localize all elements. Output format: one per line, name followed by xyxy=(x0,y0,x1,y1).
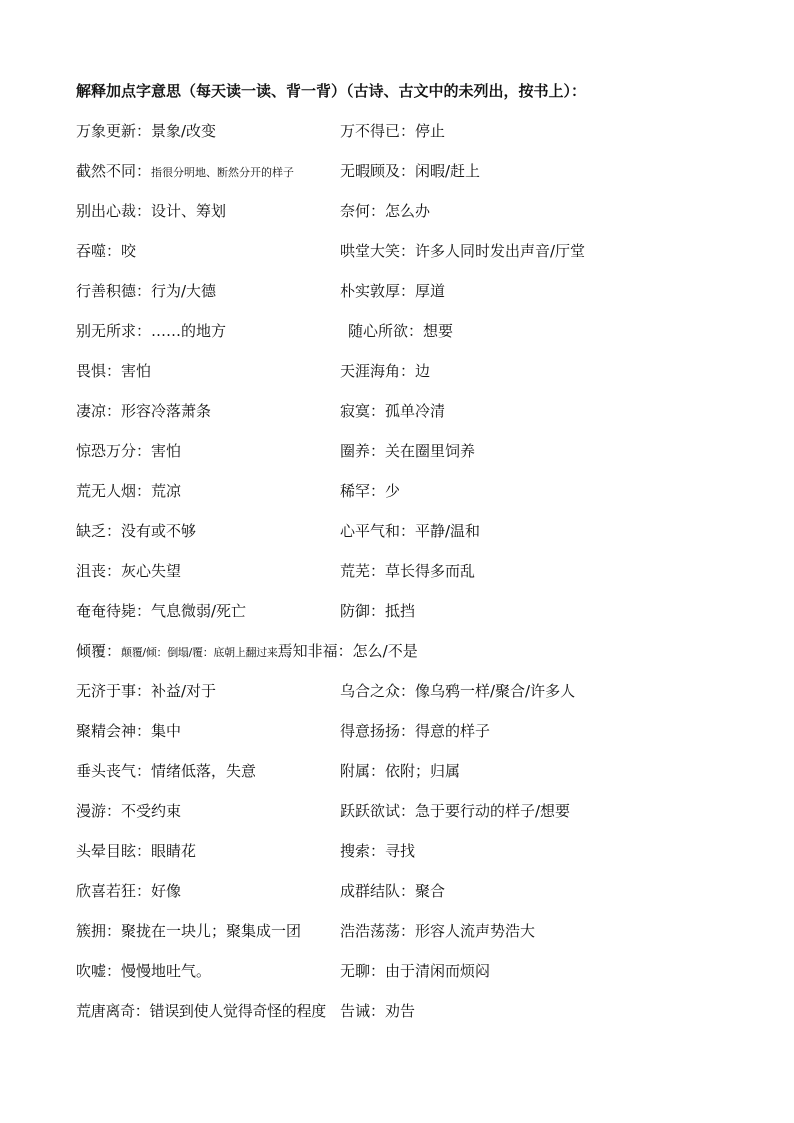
vocab-entry-right: 朴实敦厚：厚道 xyxy=(340,282,446,300)
vocab-row xyxy=(76,960,776,1000)
vocab-entry-right: 奈何：怎么办 xyxy=(340,202,431,220)
vocab-entry-left: 头晕目眩：眼睛花 xyxy=(76,842,197,860)
vocab-row xyxy=(76,680,776,720)
vocab-row xyxy=(76,360,776,400)
vocab-entry-right: 浩浩荡荡：形容人流声势浩大 xyxy=(340,922,536,940)
vocab-entry-left: 奄奄待毙：气息微弱/死亡 xyxy=(76,602,247,620)
vocab-entry-left: 畏惧：害怕 xyxy=(76,362,152,380)
vocab-entry-right: 乌合之众：像乌鸦一样/聚合/许多人 xyxy=(340,682,576,700)
vocab-entry-left: 垂头丧气：情绪低落，失意 xyxy=(76,762,257,780)
vocab-entry-left: 荒唐离奇：错误到使人觉得奇怪的程度 xyxy=(76,1002,326,1020)
vocab-entry-right: 心平气和：平静/温和 xyxy=(340,522,481,540)
vocab-entry-right: 万不得已：停止 xyxy=(340,122,446,140)
vocab-entry-right: 荒芜：草长得多而乱 xyxy=(340,562,476,580)
vocab-entry-left: 荒无人烟：荒凉 xyxy=(76,482,182,500)
vocab-entry-left: 欣喜若狂：好像 xyxy=(76,882,182,900)
page-heading: 解释加点字意思（每天读一读、背一背）（古诗、古文中的未列出，按书上）： xyxy=(76,82,587,100)
vocab-entry-right: 防御：抵挡 xyxy=(340,602,416,620)
vocab-entry-left: 吞噬：咬 xyxy=(76,242,137,260)
vocab-entry-left: 惊恐万分：害怕 xyxy=(76,442,182,460)
vocab-row xyxy=(76,800,776,840)
vocab-row xyxy=(76,120,776,160)
vocab-entry-right: 寂寞：孤单冷清 xyxy=(340,402,446,420)
vocab-entry-left: 万象更新：景象/改变 xyxy=(76,122,217,140)
vocab-entry-left: 别出心裁：设计、筹划 xyxy=(76,202,227,220)
vocab-row xyxy=(76,560,776,600)
vocab-row xyxy=(76,320,776,360)
vocab-row xyxy=(76,600,776,640)
vocab-row xyxy=(76,720,776,760)
vocab-entry-left: 簇拥：聚拢在一块儿；聚集成一团 xyxy=(76,922,302,940)
vocab-row xyxy=(76,280,776,320)
vocab-definition: 颠覆/倾：倒塌/覆：底朝上翻过来 xyxy=(121,646,278,659)
vocab-entry-right: 圈养：关在圈里饲养 xyxy=(340,442,476,460)
vocab-entry-inline: 焉知非福：怎么/不是 xyxy=(277,642,418,660)
vocabulary-list xyxy=(76,120,776,1040)
vocab-entry-right: 无暇顾及：闲暇/赶上 xyxy=(340,162,481,180)
vocab-row xyxy=(76,400,776,440)
vocab-row xyxy=(76,160,776,200)
vocab-entry-right: 成群结队：聚合 xyxy=(340,882,446,900)
vocab-entry-left: 吹嘘：慢慢地吐气。 xyxy=(76,962,212,980)
vocab-row xyxy=(76,200,776,240)
vocab-entry-right: 天涯海角：边 xyxy=(340,362,431,380)
vocab-row xyxy=(76,480,776,520)
vocab-entry-left: 缺乏：没有或不够 xyxy=(76,522,197,540)
vocab-entry-right: 无聊：由于清闲而烦闷 xyxy=(340,962,491,980)
vocab-entry-left: 漫游：不受约束 xyxy=(76,802,182,820)
vocab-entry-left: 凄凉：形容冷落萧条 xyxy=(76,402,212,420)
vocab-entry-left xyxy=(76,160,294,184)
vocab-row xyxy=(76,760,776,800)
vocab-entry-right: 附属：依附；归属 xyxy=(340,762,461,780)
vocab-definition: 指很分明地、断然分开的样子 xyxy=(151,166,295,179)
vocab-row xyxy=(76,520,776,560)
vocab-entry-left: 沮丧：灰心失望 xyxy=(76,562,182,580)
vocab-entry-left: 行善积德：行为/大德 xyxy=(76,282,217,300)
vocab-row xyxy=(76,640,776,680)
vocab-row xyxy=(76,840,776,880)
vocab-entry-left: 无济于事：补益/对于 xyxy=(76,682,217,700)
vocab-row xyxy=(76,440,776,480)
vocab-entry-left: 聚精会神：集中 xyxy=(76,722,182,740)
vocab-term: 截然不同： xyxy=(76,162,152,180)
vocab-entry-right: 随心所欲：想要 xyxy=(348,322,454,340)
vocab-entry-full xyxy=(76,640,418,664)
vocab-entry-right: 告诫：劝告 xyxy=(340,1002,416,1020)
vocab-term: 倾覆： xyxy=(76,642,122,660)
vocab-row xyxy=(76,880,776,920)
vocab-row xyxy=(76,920,776,960)
vocab-entry-right: 搜索：寻找 xyxy=(340,842,416,860)
vocab-row xyxy=(76,240,776,280)
vocab-row xyxy=(76,1000,776,1040)
vocab-entry-right: 哄堂大笑：许多人同时发出声音/厅堂 xyxy=(340,242,586,260)
vocab-entry-right: 稀罕：少 xyxy=(340,482,401,500)
vocab-entry-right: 得意扬扬：得意的样子 xyxy=(340,722,491,740)
vocab-entry-left: 别无所求：……的地方 xyxy=(76,322,227,340)
vocab-entry-right: 跃跃欲试：急于要行动的样子/想要 xyxy=(340,802,571,820)
